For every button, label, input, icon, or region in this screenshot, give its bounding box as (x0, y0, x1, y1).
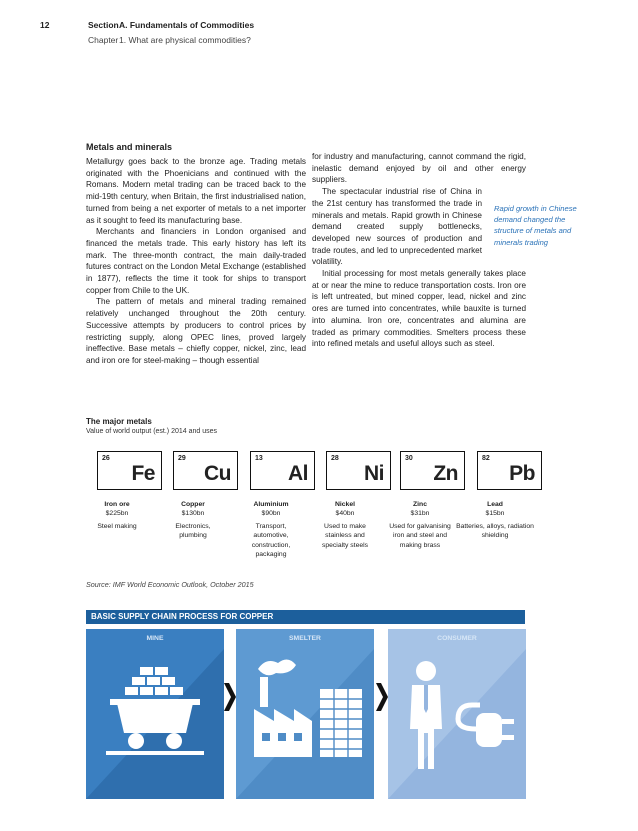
paragraph: for industry and manufacturing, cannot command the rigid, inelastic demand enjoyed by oil and other energy suppliers. (312, 152, 526, 185)
stage-label: SMELTER (289, 635, 321, 642)
element-symbol: Al (288, 462, 308, 485)
metals-subheading: Value of world output (est.) 2014 and uses (86, 428, 218, 435)
metal-use: Batteries, alloys, radiation shielding (456, 522, 534, 540)
element-tile-al (250, 451, 315, 490)
element-tile-ni (326, 451, 391, 490)
element-tile-cu (173, 451, 238, 490)
atomic-number: 26 (102, 455, 110, 462)
article-heading: Metals and minerals (86, 142, 173, 152)
atomic-number: 13 (255, 455, 263, 462)
metal-value: $15bn (485, 510, 505, 518)
mine-cart-icon (86, 629, 224, 799)
metal-info-lead (450, 500, 540, 541)
page-number: 12 (40, 20, 50, 30)
metal-use: Steel making (97, 522, 137, 530)
metal-value: $225bn (105, 510, 129, 518)
arrow-right-icon (376, 683, 388, 711)
metal-info-copper (148, 500, 238, 541)
consumer-panel (388, 629, 526, 799)
paragraph: Metallurgy goes back to the bronze age. Trading metals originated with the Phoenicians and continued with the Romans. Modern metal trading can be traced back to the mid-19th century, when Britain, the first industrialised nation, turned from being a net exporter of metals to a net importer as it sought to feed its manufacturing base. (86, 157, 306, 225)
mine-panel (86, 629, 224, 799)
supply-chain-heading: BASIC SUPPLY CHAIN PROCESS FOR COPPER (86, 610, 525, 624)
section-title: A. Fundamentals of Commodities (119, 20, 255, 30)
atomic-number: 30 (405, 455, 413, 462)
metal-name: Zinc (413, 501, 427, 508)
paragraph: Merchants and financiers in London organised and financed the metals trade. This early history has left its mark. The three-month contract, the main daily-traded futures contract on the London Metal Exchange (established in 1877), reflects the time it took for ships to transport copper from Chile to the UK. (86, 227, 306, 295)
arrow-right-icon (224, 683, 236, 711)
element-symbol: Cu (204, 462, 231, 485)
metal-name: Lead (487, 501, 503, 508)
paragraph: The spectacular industrial rise of China in the 21st century has transformed the trade in minerals and metals. Rapid growth in Chinese demand created supply bottlenecks, developed new sources of production and trade routes, and led to unprecedented market volatility. (312, 187, 482, 267)
stage-label: CONSUMER (437, 635, 477, 642)
element-symbol: Pb (509, 462, 535, 485)
stage-label: MINE (146, 635, 164, 642)
metal-use: Used for galvanising iron and steel and making brass (389, 522, 451, 549)
chapter-label: Chapter (88, 35, 119, 45)
metal-value: $90bn (261, 510, 281, 518)
element-symbol: Ni (364, 462, 384, 485)
left-column (86, 156, 306, 367)
metal-name: Iron ore (104, 501, 130, 508)
element-tile-zn (400, 451, 465, 490)
metals-heading: The major metals (86, 417, 152, 426)
metal-value: $130bn (181, 510, 205, 518)
right-column (312, 151, 526, 350)
person-icon (388, 629, 526, 799)
paragraph: Initial processing for most metals generally takes place at or near the mine to reduce transportation costs. Iron ore is left untreated, but mined copper, lead, nickel and zinc ores are turned into concentrates, while bauxite is turned into alumina. Iron ore, concentrates and alumina are traded as primary commodities. Smelters process these into refined metals and useful alloys such as steel. (312, 269, 526, 349)
element-tile-fe (97, 451, 162, 490)
paragraph: The pattern of metals and mineral trading remained relatively unchanged throughout the 20th century. Successive attempts by producers to control prices by restricting supply, along OPEC lines, proved largely ineffective. Base metals – chiefly copper, nickel, zinc, lead and iron ore for steel-making – though essential (86, 297, 306, 365)
chapter-title: 1. What are physical commodities? (119, 35, 251, 45)
metal-use: Used to make stainless and specialty steels (321, 522, 369, 549)
section-label: Section (88, 20, 119, 30)
margin-note: Rapid growth in Chinese demand changed the structure of metals and minerals trading (494, 204, 577, 247)
metal-use: Electronics, plumbing (175, 522, 211, 540)
factory-icon (236, 629, 374, 799)
element-symbol: Zn (433, 462, 458, 485)
metal-value: $31bn (410, 510, 430, 518)
metal-name: Aluminium (253, 501, 289, 508)
metal-name: Nickel (334, 501, 356, 508)
metal-value: $40bn (335, 510, 355, 518)
metal-name: Copper (181, 501, 205, 508)
atomic-number: 29 (178, 455, 186, 462)
smelter-panel (236, 629, 374, 799)
source-note: Source: IMF World Economic Outlook, October 2015 (86, 580, 254, 589)
element-tile-pb (477, 451, 542, 490)
atomic-number: 28 (331, 455, 339, 462)
element-symbol: Fe (131, 462, 155, 485)
metal-use: Transport, automotive, construction, packaging (251, 522, 291, 559)
atomic-number: 82 (482, 455, 490, 462)
